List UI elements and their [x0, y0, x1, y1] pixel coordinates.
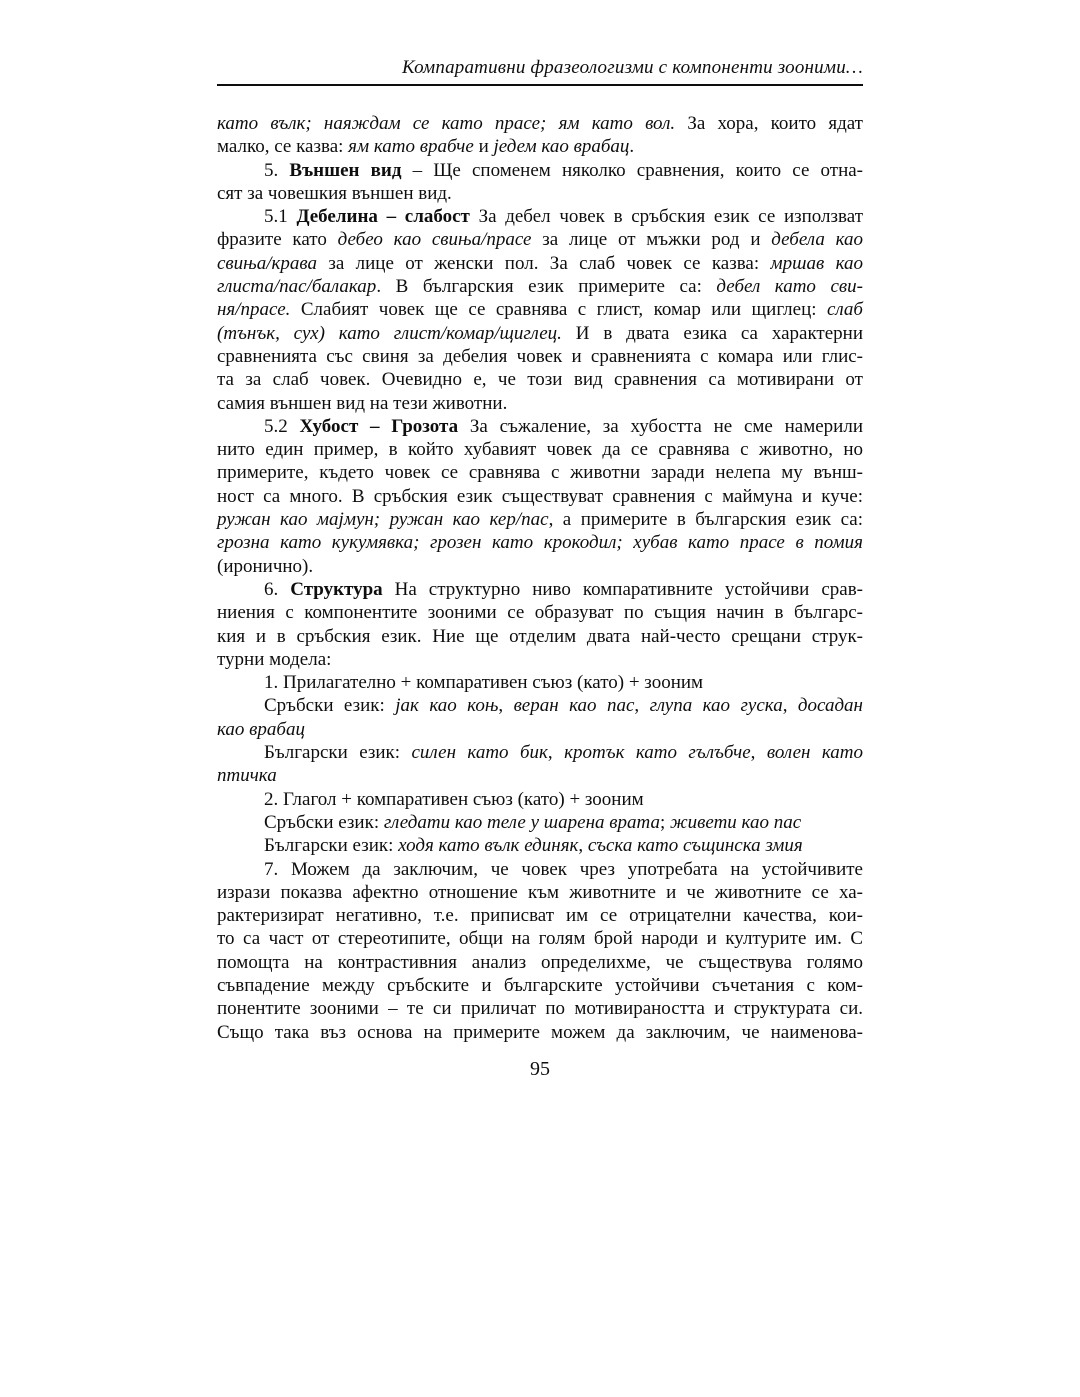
- regular-text: ;: [659, 811, 670, 833]
- text-body: [217, 112, 863, 1044]
- italic-text: ям като врабче: [348, 136, 474, 158]
- text-line: [217, 811, 863, 834]
- text-line: [217, 531, 863, 554]
- regular-text: изрази показва афектно отношение към животните и че животните се ха-: [217, 881, 863, 903]
- text-line: [217, 555, 863, 578]
- italic-text: дебео као свиња/прасе: [337, 229, 532, 251]
- regular-text: Български език:: [264, 742, 412, 764]
- regular-text: . В българския език примерите са:: [376, 276, 717, 298]
- text-line: [217, 997, 863, 1020]
- text-line: [217, 438, 863, 461]
- regular-text: за лице от мъжки род и: [531, 229, 772, 251]
- italic-text: јак као коњ: [395, 695, 499, 717]
- text-line: [217, 788, 863, 811]
- text-line: [217, 415, 863, 438]
- text-line: [217, 858, 863, 881]
- text-line: [217, 135, 863, 158]
- text-line: [217, 461, 863, 484]
- text-line: [217, 182, 863, 205]
- text-line: [217, 741, 863, 764]
- regular-text: Сръбски език:: [264, 811, 384, 833]
- text-line: [217, 927, 863, 950]
- italic-text: глупа као гуска: [649, 695, 783, 717]
- regular-text: 5.2: [264, 415, 300, 437]
- italic-text: досадан: [797, 695, 863, 717]
- text-line: [217, 578, 863, 601]
- text-line: [217, 508, 863, 531]
- italic-text: веран као пас: [513, 695, 635, 717]
- regular-text: кия и в сръбския език. Ние ще отделим двата най-често срещани струк-: [217, 625, 863, 647]
- regular-text: За хора, които ядат: [675, 113, 863, 134]
- regular-text: ,: [498, 695, 514, 717]
- italic-text: мршав као: [770, 252, 863, 274]
- regular-text: самия външен вид на тези животни.: [217, 392, 508, 414]
- italic-text: живети као пас: [669, 811, 802, 833]
- bold-text: Структура: [290, 578, 383, 600]
- text-line: [217, 648, 863, 671]
- italic-text: кротък като гълъбче: [564, 742, 751, 764]
- regular-text: 6.: [264, 578, 291, 600]
- regular-text: Също така въз основа на примерите можем да заключим, че наименова-: [217, 1021, 863, 1043]
- text-line: [217, 718, 863, 741]
- regular-text: турни модела:: [217, 648, 332, 670]
- text-line: [217, 275, 863, 298]
- regular-text: примерите, където човек се сравнява с животни заради нелепа му външ-: [217, 462, 863, 484]
- text-line: [217, 694, 863, 717]
- italic-text: свиња/крава: [217, 252, 317, 274]
- italic-text: једем као врабац: [493, 136, 630, 158]
- text-line: [217, 601, 863, 624]
- italic-text: дебела као: [771, 229, 864, 251]
- regular-text: ниения с компонентите зооними се образуват по същия начин в българс-: [217, 602, 863, 624]
- text-line: [217, 904, 863, 927]
- text-line: [217, 322, 863, 345]
- regular-text: съвпадение между сръбските и българските устойчиви съчетания с ком-: [217, 974, 863, 996]
- text-line: [217, 228, 863, 251]
- regular-text: Български език:: [264, 835, 399, 857]
- regular-text: , а примерите в българския език са:: [548, 509, 863, 531]
- italic-text: слаб: [826, 299, 863, 321]
- regular-text: малко, се казва:: [217, 136, 349, 158]
- running-header-title: Компаративни фразеологизми с компоненти зооними…: [401, 57, 863, 78]
- text-line: [217, 1021, 863, 1044]
- text-line: [217, 974, 863, 997]
- header-rule: [217, 84, 863, 86]
- text-line: [217, 951, 863, 974]
- text-line: [217, 625, 863, 648]
- italic-text: гледати као теле у шарена врата: [383, 811, 660, 833]
- regular-text: И в двата езика са характерни: [561, 322, 863, 344]
- bold-text: Дебелина – слабост: [296, 206, 470, 228]
- regular-text: За съжаление, за хубостта не сме намерили: [458, 415, 864, 437]
- text-line: [217, 392, 863, 415]
- page-footer: [0, 1058, 1080, 1081]
- regular-text: ,: [750, 742, 767, 764]
- regular-text: (иронично).: [217, 555, 314, 577]
- regular-text: ност са много. В сръбския език съществуват сравнения с маймуна и куче:: [217, 485, 863, 507]
- text-line: [217, 345, 863, 368]
- text-line: [217, 834, 863, 857]
- regular-text: Сръбски език:: [264, 695, 396, 717]
- italic-text: ня/прасе.: [217, 299, 291, 321]
- italic-text: птичка: [217, 765, 277, 787]
- regular-text: за лице от женски пол. За слаб човек се казва:: [317, 252, 771, 274]
- regular-text: .: [629, 136, 635, 158]
- italic-text: силен като бик: [411, 742, 548, 764]
- regular-text: рактеризират негативно, т.е. приписват им се отрицателни качества, кои-: [217, 905, 863, 927]
- italic-text: глиста/пас/балакар: [217, 276, 377, 298]
- regular-text: ,: [634, 695, 650, 717]
- regular-text: 5.1: [264, 206, 297, 228]
- italic-text: грозна като кукумявка; грозен като крокодил; хубав като прасе в помия: [217, 532, 863, 554]
- italic-text: съска като същинска змия: [587, 835, 803, 857]
- page-number: 95: [530, 1058, 550, 1080]
- text-line: [217, 764, 863, 787]
- regular-text: сравненията със свиня за дебелия човек и сравненията с комара или глис-: [217, 345, 863, 367]
- text-line: [217, 159, 863, 182]
- regular-text: понентите зооними – те си приличат по мотивираността и структурата си.: [217, 998, 863, 1020]
- italic-text: като вълк; наяждам се като прасе; ям като вол.: [217, 113, 676, 134]
- regular-text: ,: [782, 695, 798, 717]
- regular-text: На структурно ниво компаративните устойчиви срав-: [382, 578, 863, 600]
- regular-text: ,: [578, 835, 588, 857]
- regular-text: 7. Можем да заключим, че човек чрез употребата на устойчивите: [264, 858, 863, 880]
- regular-text: сят за човешкия външен вид.: [217, 182, 452, 204]
- text-line: [217, 485, 863, 508]
- text-line: [217, 252, 863, 275]
- text-line: [217, 881, 863, 904]
- bold-text: Хубост – Грозота: [299, 415, 459, 437]
- regular-text: – Ще споменем няколко сравнения, които се отна-: [401, 159, 864, 181]
- regular-text: помощта на контрастивния анализ определихме, че съществува голямо: [217, 951, 863, 973]
- regular-text: 1. Прилагателно + компаративен съюз (като) + зооним: [264, 672, 704, 694]
- regular-text: За дебел човек в сръбския език се използват: [469, 206, 863, 228]
- regular-text: нито един пример, в който хубавият човек да се сравнява с животно, но: [217, 439, 863, 461]
- regular-text: 5.: [264, 159, 290, 181]
- italic-text: дебел като сви-: [716, 276, 863, 298]
- italic-text: (тънък, сух) като глист/комар/щиглец.: [217, 322, 562, 344]
- regular-text: и: [473, 136, 494, 158]
- regular-text: Слабият човек ще се сравнява с глист, комар или щиглец:: [290, 299, 827, 321]
- bold-text: Външен вид: [289, 159, 402, 181]
- italic-text: волен като: [766, 742, 864, 764]
- text-column: [217, 56, 863, 1044]
- italic-text: ходя като вълк единяк: [398, 835, 579, 857]
- italic-text: као врабац: [217, 718, 305, 740]
- regular-text: та за слаб човек. Очевидно е, че този вид сравнения са мотивирани от: [217, 369, 863, 391]
- regular-text: фразите като: [217, 229, 338, 251]
- text-line: [217, 205, 863, 228]
- regular-text: то са част от стереотипите, общи на голям брой народи и културите им. С: [217, 928, 863, 950]
- regular-text: 2. Глагол + компаративен съюз (като) + зооним: [264, 788, 644, 810]
- text-line: [217, 112, 863, 135]
- regular-text: ,: [547, 742, 565, 764]
- text-line: [217, 298, 863, 321]
- text-line: [217, 671, 863, 694]
- text-line: [217, 368, 863, 391]
- italic-text: ружан као мајмун; ружан као кер/пас: [217, 509, 549, 531]
